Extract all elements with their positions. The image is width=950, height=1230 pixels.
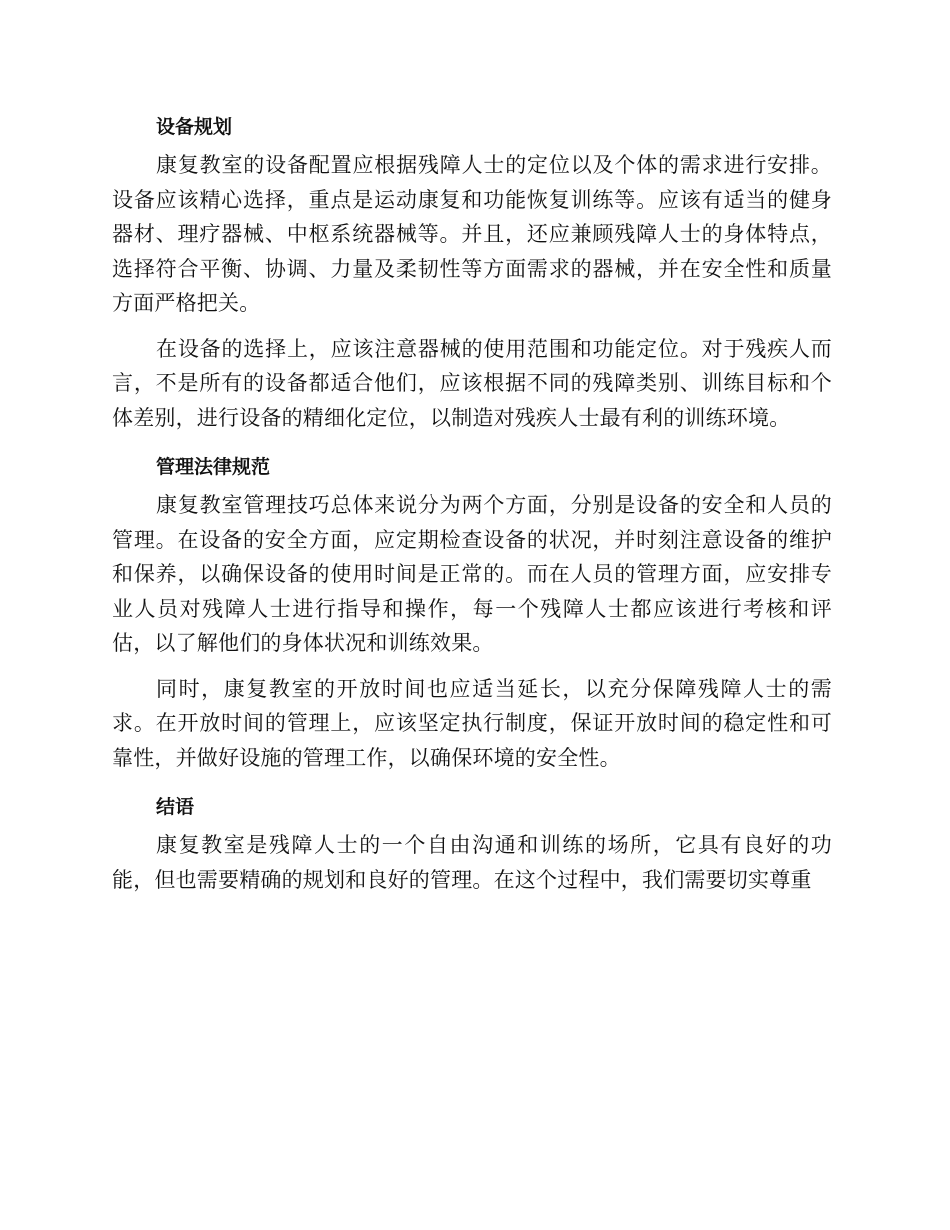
document-page — [112, 106, 832, 908]
section-heading-conclusion: 结语 — [156, 796, 195, 818]
paragraph: 在设备的选择上，应该注意器械的使用范围和功能定位。对于残疾人而言，不是所有的设备都适合他们，应该根据不同的残障类别、训练目标和个体差别，进行设备的精细化定位，以制造对残疾人士最有利的训练环境。 — [112, 336, 832, 430]
section-heading-equipment-planning: 设备规划 — [156, 116, 233, 138]
paragraph: 康复教室是残障人士的一个自由沟通和训练的场所，它具有良好的功能，但也需要精确的规划和良好的管理。在这个过程中，我们需要切实尊重 — [112, 833, 832, 892]
section-heading-management-regulations: 管理法律规范 — [156, 456, 271, 478]
paragraph: 同时，康复教室的开放时间也应适当延长，以充分保障残障人士的需求。在开放时间的管理上，应该坚定执行制度，保证开放时间的稳定性和可靠性，并做好设施的管理工作，以确保环境的安全性。 — [112, 676, 832, 770]
paragraph: 康复教室管理技巧总体来说分为两个方面，分别是设备的安全和人员的管理。在设备的安全方面，应定期检查设备的状况，并时刻注意设备的维护和保养，以确保设备的使用时间是正常的。而在人员的管理方面，应安排专业人员对残障人士进行指导和操作，每一个残障人士都应该进行考核和评估，以了解他们的身体状况和训练效果。 — [112, 493, 832, 655]
paragraph: 康复教室的设备配置应根据残障人士的定位以及个体的需求进行安排。设备应该精心选择，重点是运动康复和功能恢复训练等。应该有适当的健身器材、理疗器械、中枢系统器械等。并且，还应兼顾残障人士的身体特点，选择符合平衡、协调、力量及柔韧性等方面需求的器械，并在安全性和质量方面严格把关。 — [112, 153, 832, 315]
